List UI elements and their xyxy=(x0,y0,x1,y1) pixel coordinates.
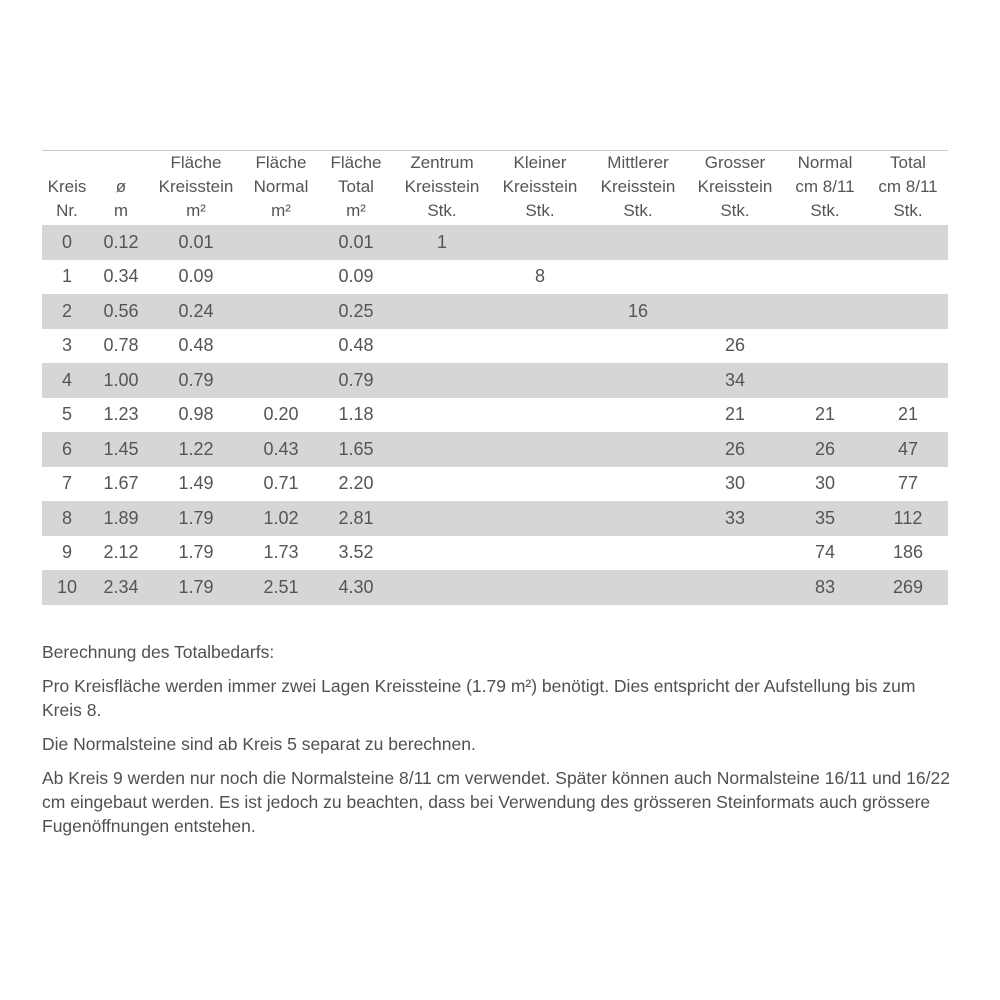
column-header-line: Kreisstein xyxy=(404,177,480,196)
table-cell xyxy=(868,329,948,364)
table-cell xyxy=(392,294,492,329)
table-cell xyxy=(392,398,492,433)
table-cell: 21 xyxy=(724,404,746,425)
column-header-line: m² xyxy=(346,201,366,220)
table-cell: 0.43 xyxy=(242,432,320,467)
column-header-line: Stk. xyxy=(525,201,555,220)
table-cell xyxy=(242,225,320,260)
column-header xyxy=(320,151,392,225)
column-header-line: Kleiner xyxy=(513,153,567,172)
table-cell: 1.65 xyxy=(320,432,392,467)
table-cell xyxy=(242,294,320,329)
table-cell xyxy=(392,467,492,502)
column-header-line: Stk. xyxy=(893,201,923,220)
table-cell xyxy=(588,225,688,260)
table-cell xyxy=(782,294,868,329)
table-cell: 83 xyxy=(782,570,868,605)
table-cell: 269 xyxy=(868,570,948,605)
table-cell: 9 xyxy=(61,542,72,563)
table-cell xyxy=(492,536,588,571)
table-cell xyxy=(588,467,688,502)
table-cell: 35 xyxy=(782,501,868,536)
table-row xyxy=(42,363,948,398)
column-header-line: Fläche xyxy=(170,153,222,172)
table-cell xyxy=(492,294,588,329)
table-cell xyxy=(588,260,688,295)
notes-paragraph-2: Die Normalsteine sind ab Kreis 5 separat zu berechnen. xyxy=(42,734,476,754)
column-header-line: Fläche xyxy=(330,153,382,172)
column-header xyxy=(868,151,948,225)
column-header-line: Total xyxy=(890,153,926,172)
table-cell xyxy=(588,398,688,433)
table-cell xyxy=(492,467,588,502)
table-cell xyxy=(868,294,948,329)
table-row xyxy=(42,329,948,364)
table-cell: 2 xyxy=(42,294,92,329)
column-header-line: Fläche xyxy=(255,153,307,172)
table-cell xyxy=(688,260,782,295)
table-row xyxy=(42,570,948,605)
table-cell xyxy=(588,570,688,605)
table-cell: 26 xyxy=(724,335,746,356)
column-header-line: Nr. xyxy=(56,201,78,220)
table-cell: 0.78 xyxy=(103,335,139,356)
table-cell: 2.51 xyxy=(242,570,320,605)
table-cell: 7 xyxy=(61,473,72,494)
table-row xyxy=(42,225,948,260)
table-cell: 4.30 xyxy=(320,570,392,605)
table-cell xyxy=(492,329,588,364)
table-cell: 1.79 xyxy=(150,570,242,605)
table-row xyxy=(42,294,948,329)
table-cell: 0.98 xyxy=(178,404,214,425)
kreis-table xyxy=(42,151,948,605)
table-cell: 1 xyxy=(392,225,492,260)
kreis-table-container xyxy=(42,150,948,605)
table-cell: 0.79 xyxy=(150,363,242,398)
table-cell xyxy=(492,225,588,260)
table-cell: 3 xyxy=(61,335,72,356)
column-header-line: Stk. xyxy=(720,201,750,220)
column-header-line: Total xyxy=(338,177,374,196)
table-cell: 2.81 xyxy=(320,501,392,536)
table-cell xyxy=(492,570,588,605)
table-cell xyxy=(492,398,588,433)
table-cell xyxy=(588,432,688,467)
table-cell: 1.18 xyxy=(338,404,374,425)
table-cell: 26 xyxy=(688,432,782,467)
table-cell: 0.25 xyxy=(320,294,392,329)
table-cell xyxy=(392,363,492,398)
table-cell xyxy=(782,225,868,260)
table-cell: 2.20 xyxy=(338,473,374,494)
column-header-line: ø xyxy=(115,177,127,196)
table-cell xyxy=(392,570,492,605)
table-cell xyxy=(782,260,868,295)
table-header-row xyxy=(42,151,948,225)
table-cell: 0.48 xyxy=(338,335,374,356)
column-header-line: Kreisstein xyxy=(158,177,234,196)
table-cell: 47 xyxy=(868,432,948,467)
table-cell: 1 xyxy=(61,266,72,287)
table-cell: 4 xyxy=(42,363,92,398)
column-header-line: Normal xyxy=(797,153,853,172)
table-cell xyxy=(392,501,492,536)
table-cell: 0.24 xyxy=(150,294,242,329)
table-cell xyxy=(588,501,688,536)
table-cell xyxy=(868,225,948,260)
column-header-line: Grosser xyxy=(704,153,766,172)
table-cell: 1.00 xyxy=(92,363,150,398)
column-header-line: Kreis xyxy=(47,177,87,196)
column-header-line: Mittlerer xyxy=(607,153,669,172)
table-cell: 0.09 xyxy=(338,266,374,287)
table-cell xyxy=(492,432,588,467)
column-header-line: Normal xyxy=(253,177,309,196)
table-row xyxy=(42,501,948,536)
table-cell xyxy=(588,329,688,364)
table-cell: 21 xyxy=(897,404,919,425)
table-cell xyxy=(588,363,688,398)
column-header-line: Stk. xyxy=(623,201,653,220)
table-cell: 33 xyxy=(688,501,782,536)
column-header xyxy=(92,151,150,225)
notes-paragraph-3: Ab Kreis 9 werden nur noch die Normalsteine 8/11 cm verwendet. Später können auch Normalsteine 16/11 und 16/22 cm eingebaut werden. Es ist jedoch zu beachten, dass bei Verwendung des grösseren Steinformats auch grössere Fugenöffnungen entstehen. xyxy=(42,768,950,836)
table-cell xyxy=(688,570,782,605)
table-row xyxy=(42,536,948,571)
table-cell: 0.01 xyxy=(320,225,392,260)
table-cell: 0 xyxy=(42,225,92,260)
column-header xyxy=(688,151,782,225)
table-cell: 21 xyxy=(814,404,836,425)
table-cell: 186 xyxy=(892,542,924,563)
notes-section xyxy=(42,640,952,857)
table-cell: 0.71 xyxy=(263,473,299,494)
table-cell xyxy=(492,501,588,536)
table-cell: 0.20 xyxy=(263,404,299,425)
table-cell: 0.79 xyxy=(320,363,392,398)
column-header xyxy=(492,151,588,225)
table-cell xyxy=(588,536,688,571)
table-row xyxy=(42,432,948,467)
column-header xyxy=(392,151,492,225)
notes-heading: Berechnung des Totalbedarfs: xyxy=(42,642,275,662)
table-cell xyxy=(868,363,948,398)
table-cell: 1.79 xyxy=(178,542,214,563)
column-header-line: m² xyxy=(186,201,206,220)
table-cell: 8 xyxy=(42,501,92,536)
table-cell: 112 xyxy=(868,501,948,536)
table-cell: 0.09 xyxy=(178,266,214,287)
column-header-line: m xyxy=(113,201,129,220)
column-header-line: Stk. xyxy=(810,201,840,220)
table-cell: 0.48 xyxy=(178,335,214,356)
column-header xyxy=(782,151,868,225)
table-cell: 77 xyxy=(897,473,919,494)
table-cell: 8 xyxy=(534,266,545,287)
column-header xyxy=(42,151,92,225)
column-header xyxy=(242,151,320,225)
column-header-line: Stk. xyxy=(427,201,457,220)
table-cell: 1.02 xyxy=(242,501,320,536)
table-cell xyxy=(392,260,492,295)
table-cell xyxy=(392,536,492,571)
column-header-line: Kreisstein xyxy=(600,177,676,196)
table-cell: 3.52 xyxy=(338,542,374,563)
table-row xyxy=(42,467,948,502)
table-cell xyxy=(782,363,868,398)
table-cell xyxy=(242,329,320,364)
table-cell xyxy=(492,363,588,398)
table-row xyxy=(42,260,948,295)
table-cell xyxy=(868,260,948,295)
table-cell: 74 xyxy=(814,542,836,563)
table-row xyxy=(42,398,948,433)
table-cell: 34 xyxy=(688,363,782,398)
table-cell: 1.22 xyxy=(150,432,242,467)
table-cell: 0.01 xyxy=(150,225,242,260)
table-cell xyxy=(688,536,782,571)
table-cell: 16 xyxy=(588,294,688,329)
table-cell xyxy=(688,225,782,260)
column-header xyxy=(588,151,688,225)
table-cell: 1.45 xyxy=(92,432,150,467)
column-header-line: Zentrum xyxy=(410,153,474,172)
table-body xyxy=(42,225,948,605)
column-header-line: cm 8/11 xyxy=(878,177,938,196)
table-cell xyxy=(392,329,492,364)
table-cell: 30 xyxy=(814,473,836,494)
table-cell xyxy=(392,432,492,467)
table-cell xyxy=(242,363,320,398)
column-header-line: cm 8/11 xyxy=(795,177,855,196)
table-cell: 1.23 xyxy=(103,404,139,425)
table-cell: 10 xyxy=(42,570,92,605)
table-cell: 2.34 xyxy=(92,570,150,605)
table-cell: 0.34 xyxy=(103,266,139,287)
table-cell: 0.56 xyxy=(92,294,150,329)
table-cell: 30 xyxy=(724,473,746,494)
column-header-line: Kreisstein xyxy=(502,177,578,196)
table-cell xyxy=(688,294,782,329)
table-cell: 1.67 xyxy=(103,473,139,494)
table-cell: 1.89 xyxy=(92,501,150,536)
table-cell xyxy=(782,329,868,364)
table-cell: 1.79 xyxy=(150,501,242,536)
column-header-line: Kreisstein xyxy=(697,177,773,196)
table-cell xyxy=(242,260,320,295)
column-header-line: m² xyxy=(271,201,291,220)
notes-paragraph-1: Pro Kreisfläche werden immer zwei Lagen Kreissteine (1.79 m²) benötigt. Dies entspricht der Aufstellung bis zum Kreis 8. xyxy=(42,676,916,720)
table-cell: 2.12 xyxy=(103,542,139,563)
table-cell: 5 xyxy=(61,404,72,425)
column-header xyxy=(150,151,242,225)
table-cell: 1.73 xyxy=(263,542,299,563)
table-cell: 6 xyxy=(42,432,92,467)
table-cell: 26 xyxy=(782,432,868,467)
table-cell: 1.49 xyxy=(178,473,214,494)
table-cell: 0.12 xyxy=(92,225,150,260)
